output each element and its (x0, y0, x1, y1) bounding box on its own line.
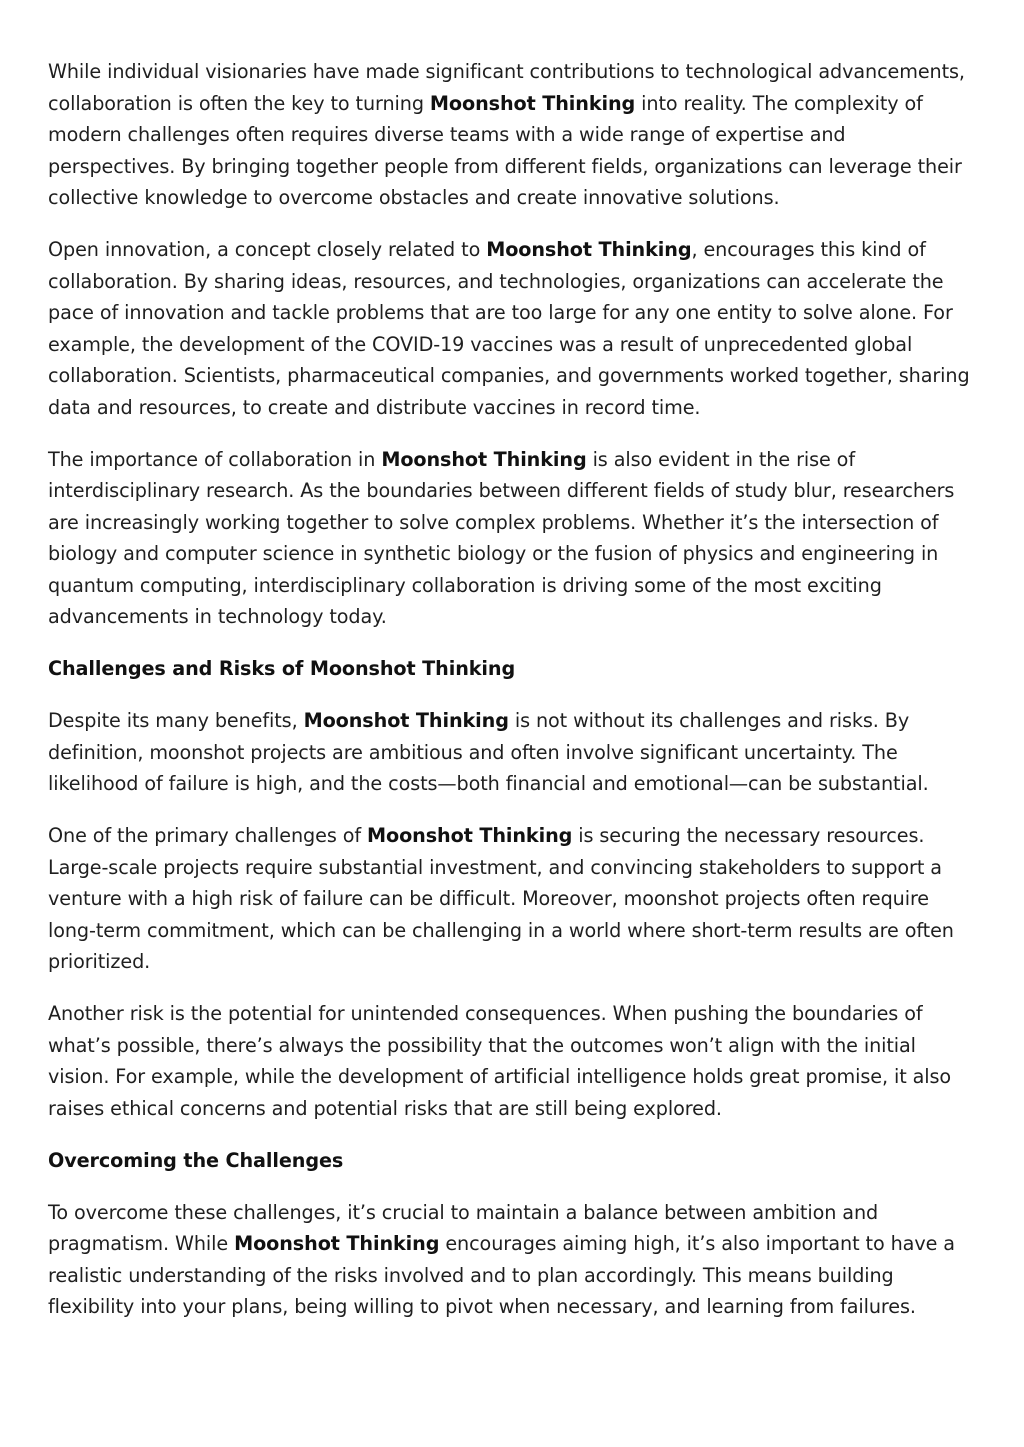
term-highlight: Moonshot Thinking (429, 91, 636, 115)
paragraph-risks: Despite its many benefits, Moonshot Thinking is not without its challenges and risks. By definition, moonshot projects are ambitious and often involve significant uncertainty. The likelihood of failure is high, and the costs—both financial and emotional—can be substantial. (48, 709, 929, 795)
section-heading-overcoming: Overcoming the Challenges (48, 1148, 344, 1172)
paragraph-consequences: Another risk is the potential for unintended consequences. When pushing the boundaries of what’s possible, there’s always the possibility that the outcomes won’t align with the initial vision. For example, while the development of artificial intelligence holds great promise, it also raises ethical concerns and potential risks that are still being explored. (48, 1002, 952, 1120)
section-heading-challenges: Challenges and Risks of Moonshot Thinking (48, 657, 516, 680)
paragraph-interdisciplinary: The importance of collaboration in Moonshot Thinking is also evident in the rise of interdisciplinary research. As the boundaries between different fields of study blur, researchers are increasingly working together to solve complex problems. Whether it’s the intersection of biology and computer science in synthetic biology or the fusion of physics and engineering in quantum computing, interdisciplinary collaboration is driving some of the most exciting advancements in technology today. (48, 447, 955, 628)
term-highlight: Moonshot Thinking (486, 238, 692, 261)
paragraph-balance: To overcome these challenges, it’s crucial to maintain a balance between ambition and pragmatism. While Moonshot Thinking encourages aiming high, it’s also important to have a realistic understanding of the risks involved and to plan accordingly. This means building flexibility into your plans, being willing to pivot when necessary, and learning from failures. (48, 1200, 955, 1318)
term-highlight: Moonshot Thinking (381, 447, 587, 471)
term-highlight: Moonshot Thinking (234, 1232, 440, 1255)
paragraph-resources: One of the primary challenges of Moonshot Thinking is securing the necessary resources. Large-scale projects require substantial investment, and convincing stakeholders to support a venture with a high risk of failure can be difficult. Moreover, moonshot projects often require long-term commitment, which can be challenging in a world where short-term results are often prioritized. (48, 824, 954, 973)
paragraph-collaboration: While individual visionaries have made significant contributions to technological advancements, collaboration is often the key to turning Moonshot Thinking into reality. The complexity of modern challenges often requires diverse teams with a wide range of expertise and perspectives. By bringing together people from different fields, organizations can leverage their collective knowledge to overcome obstacles and create innovative solutions. (48, 60, 965, 209)
term-highlight: Moonshot Thinking (303, 709, 509, 732)
term-highlight: Moonshot Thinking (367, 824, 573, 847)
article-body (48, 56, 978, 1343)
paragraph-open-innovation: Open innovation, a concept closely related to Moonshot Thinking, encourages this kind of collaboration. By sharing ideas, resources, and technologies, organizations can accelerate the pace of innovation and tackle problems that are too large for any one entity to solve alone. For example, the development of the COVID-19 vaccines was a result of unprecedented global collaboration. Scientists, pharmaceutical companies, and governments worked together, sharing data and resources, to create and distribute vaccines in record time. (48, 238, 970, 419)
